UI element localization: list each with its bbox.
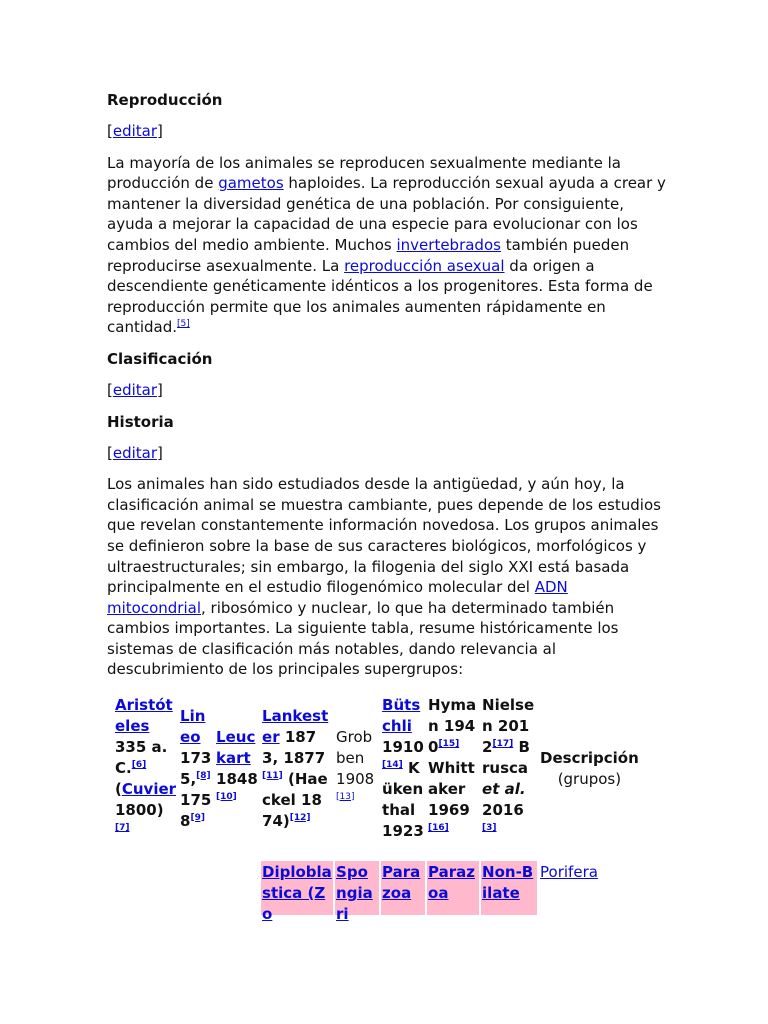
edit-bracket: [: [107, 443, 113, 462]
text: 2016: [482, 801, 524, 819]
table-cell: [481, 861, 537, 915]
text: 1758: [180, 790, 212, 830]
header-lineo: [179, 694, 213, 843]
text: La mayoría de los animales se reproducen sexualmente mediante la producción de: [107, 153, 621, 193]
reference-3[interactable]: [3]: [482, 823, 497, 833]
reference-16[interactable]: [16]: [428, 823, 449, 833]
link-leuckart[interactable]: Leuckart: [216, 727, 256, 767]
link-adn-mitocondrial[interactable]: ADN mitocondrial: [107, 578, 568, 617]
text: da origen a descendiente genéticamente idénticos a los progenitores. Esta forma de reproducción permite que los animales aumenten rápidamente en cantidad.: [107, 256, 653, 337]
reference-13[interactable]: [13]: [336, 791, 355, 802]
header-aristoteles: [114, 694, 177, 843]
reference-9[interactable]: [9]: [190, 812, 205, 823]
text: , ribosómico y nuclear, lo que ha determinado también cambios importantes. La siguiente tabla, resume históricamente los sistemas de clasificación más notables, dando relevancia al descubrimiento de los principales supergrupos:: [107, 598, 619, 679]
link-cuvier[interactable]: Cuvier: [121, 780, 177, 798]
link-parazoa[interactable]: Parazoa: [382, 863, 421, 902]
section-title-clasificacion: Clasificación: [107, 349, 213, 368]
table-header-row: [114, 694, 640, 843]
edit-link-historia[interactable]: editar: [112, 443, 158, 462]
text: haploides. La reproducción sexual ayuda a crear y mantener la diversidad genética de una población. Por consiguiente, ayuda a mejorar la capacidad de una especie para evolucionar con los cambios del medio ambiente. Muchos: [107, 174, 666, 254]
header-butschli: [381, 694, 425, 843]
text: Whittaker 1969: [428, 759, 475, 819]
link-reproduccion-asexual[interactable]: reproducción asexual: [344, 256, 505, 275]
text: Brusca: [482, 738, 530, 777]
reference-5[interactable]: [5]: [177, 319, 190, 330]
reference-10[interactable]: [10]: [216, 791, 237, 802]
reference-12[interactable]: [12]: [289, 812, 311, 823]
table-cell: [261, 861, 333, 923]
table-cell: [381, 861, 425, 915]
link-aristoteles[interactable]: Aristóteles: [115, 696, 173, 735]
text-italic: et al.: [482, 780, 526, 798]
section-title-historia: Historia: [107, 412, 174, 431]
article-content: [107, 90, 667, 680]
edit-section-clasificacion: [107, 380, 667, 401]
header-grobben: [335, 694, 379, 843]
reference-14[interactable]: [14]: [382, 760, 403, 770]
text: Kükenthal 1923: [382, 759, 424, 840]
edit-bracket: ]: [157, 380, 163, 399]
link-lankester[interactable]: Lankester: [262, 706, 329, 746]
paragraph-historia: [107, 474, 667, 680]
text: 1800): [115, 801, 164, 819]
edit-section-reproduccion: [107, 121, 667, 142]
text: (: [115, 780, 122, 798]
reference-6[interactable]: [6]: [131, 760, 147, 770]
text: 335 a. C.: [115, 738, 168, 777]
table-cell: [335, 861, 379, 923]
edit-bracket: ]: [157, 122, 163, 140]
text: también pueden reproducirse asexualmente. La: [107, 235, 630, 275]
link-non-bilateria[interactable]: Non-Bilate: [482, 863, 534, 902]
link-butschli[interactable]: Bütschli: [382, 696, 421, 735]
edit-bracket: ]: [157, 443, 163, 462]
link-gametos[interactable]: gametos: [218, 174, 284, 193]
edit-bracket: [: [107, 380, 113, 399]
paragraph-reproduccion: [107, 153, 667, 338]
classification-table: [112, 692, 642, 923]
text: 1735,: [180, 748, 212, 788]
reference-15[interactable]: [15]: [438, 739, 460, 749]
text: Nielsen 2012: [482, 696, 535, 756]
text: 1848: [216, 769, 258, 788]
text: (Haeckel 1874): [262, 769, 328, 830]
edit-bracket: [: [107, 122, 113, 140]
link-parazoa-2[interactable]: Parazoa: [428, 863, 475, 902]
text: Descripción: [540, 748, 639, 767]
text: 1910: [382, 738, 424, 756]
reference-8[interactable]: [8]: [196, 770, 211, 781]
text: Grobben 1908: [336, 727, 375, 788]
table-cell: [539, 861, 640, 915]
header-lankester: [261, 694, 333, 843]
link-porifera[interactable]: Porifera: [540, 863, 598, 881]
link-spongiaria[interactable]: Spongiari: [336, 863, 373, 923]
edit-link-clasificacion[interactable]: editar: [112, 380, 158, 399]
link-invertebrados[interactable]: invertebrados: [396, 235, 501, 254]
text: (grupos): [557, 769, 622, 788]
reference-17[interactable]: [17]: [492, 739, 514, 749]
header-descripcion: [539, 694, 640, 843]
edit-link-reproduccion[interactable]: editar: [112, 122, 158, 140]
header-nielsen: [481, 694, 537, 843]
edit-section-historia: [107, 443, 667, 464]
table-row: [114, 861, 640, 915]
reference-7[interactable]: [7]: [115, 823, 130, 833]
text: Hyman 1940: [428, 696, 477, 756]
reference-11[interactable]: [11]: [262, 770, 283, 781]
table-cell: [427, 861, 479, 915]
link-lineo[interactable]: Lineo: [180, 706, 206, 746]
text: 1873, 1877: [262, 727, 326, 767]
header-hyman: [427, 694, 479, 843]
section-title-reproduccion: Reproducción: [107, 91, 223, 109]
link-diploblastica[interactable]: Diploblastica (Zo: [262, 863, 332, 923]
header-leuckart: [215, 694, 259, 843]
text: Los animales han sido estudiados desde la antigüedad, y aún hoy, la clasificación animal se muestra cambiante, pues depende de los estudios que revelan constantemente información novedosa. Los grupos animales se definieron sobre la base de sus caracteres biológicos, morfológicos y ultraestructurales; sin embargo, la filogenia del siglo XXI está basada principalmente en el estudio filogenómico molecular del: [107, 475, 661, 597]
